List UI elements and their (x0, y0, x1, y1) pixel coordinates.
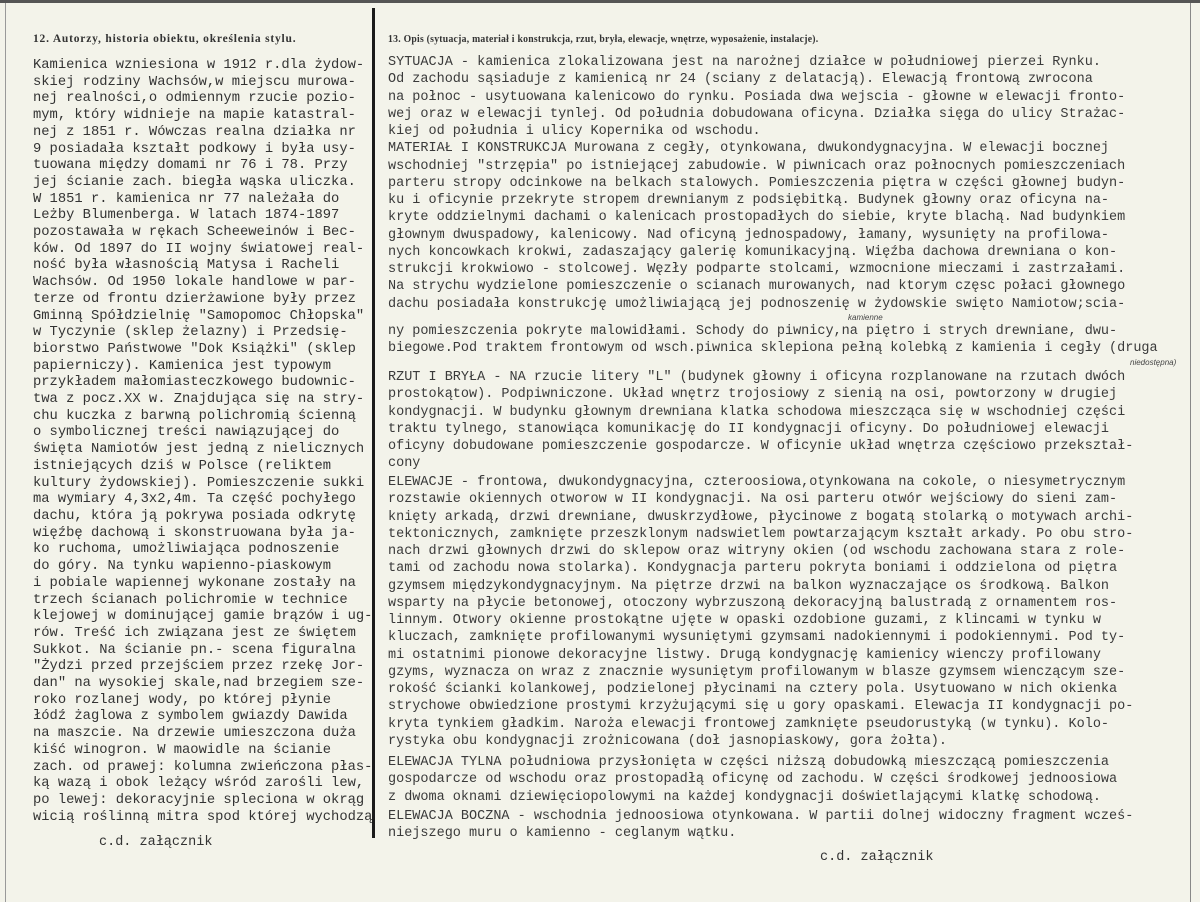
text-line: głownym dwuspadowy, kalenicowy. Nad oficyną jednospadowy, łamany, wysunięty na profilowa- (388, 227, 1110, 243)
text-line: więźbę dachową i skonstruowana była ja- (33, 525, 356, 541)
text-line: zach. od prawej: kolumna zwieńczona płas- (33, 759, 373, 775)
text-line: gzymsem międzykondygnacyjnym. Na piętrze drzwi na balkon wyznaczające os środkową. Balkon (388, 578, 1110, 594)
text-line: łódź żaglowa z symbolem gwiazdy Dawida (33, 709, 348, 725)
text-line: dachu posiadała konstrukcję umożliwiającą jej podnoszenię w żydowskie swięto Namiotow;scia- (388, 296, 1126, 312)
text-line: 9 posiadała kształt podkowy i była usy- (33, 141, 356, 157)
text-line: kiść winogron. W maowidle na ścianie (33, 742, 332, 758)
text-line: twa z pocz.XX w. Znajdująca się na stry- (33, 392, 365, 408)
text-line: cony (388, 456, 421, 472)
text-line: knięty arkadą, drzwi drewniane, dwuskrzydłowe, płycinowe z bogatą stolarką o motywach archi- (388, 509, 1134, 525)
text-line: chu kuczka z barwną polichromią ścienną (33, 408, 356, 424)
continued-note-right: c.d. załącznik (820, 850, 934, 865)
text-line: nach drzwi głownych drzwi do sklepow oraz witryny okien (od wschodu zachowana stara z role- (388, 544, 1126, 559)
text-line: Gminną Spółdzielnię "Samopomoc Chłopska" (33, 308, 365, 324)
text-line: o symbolicznej treści nawiązującej do (33, 425, 340, 441)
text-line: ką wazą i obok leżący wśród zarośli lew, (33, 776, 365, 792)
text-line: tami od zachodu nowa stolarka). Kondygnacja parteru pokryta boniami i oddzielona od piętra (388, 561, 1118, 577)
text-line: rów. Treść ich związana jest ze świętem (33, 625, 356, 641)
text-line: tuowana między domami nr 76 i 78. Przy (33, 158, 348, 174)
text-line: klejowej w dominującej gamie brązów i ug- (33, 609, 373, 625)
text-line: ny pomieszczenia pokryte malowidłami. Schody do piwnicy,na piętro i strych drewniane, dwu- (388, 323, 1118, 339)
text-line: nej z 1851 r. Wówczas realna działka nr (33, 124, 356, 140)
text-line: kryta tynkiem gładkim. Naroża elewacji frontowej zamknięte pseudorustyką (w tynku). Kolo- (388, 716, 1110, 732)
text-line: jej ścianie zach. biegła wąska uliczka. (33, 174, 356, 190)
text-line: przykładem małomiasteczkowego budownic- (33, 375, 356, 391)
text-line: na połnoc - usytuowana kalenicowo do rynku. Posiada dwa wejscia - głowne w elewacji fronto- (388, 89, 1126, 105)
text-line: strychowe obwiedzione prostymi krzyżującymi się u gory opaskami. Elewacja II kondygnacji po- (388, 699, 1134, 715)
text-line: biegowe.Pod traktem frontowym od wsch.piwnica sklepiona pełną kolebką z kamienia i cegły (druga (388, 341, 1158, 356)
text-line: kondygnacji. W budynku głownym drewniana klatka schodowa mieszcząca się w wschodniej części (388, 404, 1126, 420)
text-line: terze od frontu dzierżawione były przez (33, 291, 356, 307)
text-line: mym, który widnieje na mapie katastral- (33, 108, 356, 124)
text-line: papierniczy). Kamienica jest typowym (33, 358, 332, 374)
text-line: trzech ścianach polichromie w technice (33, 592, 348, 608)
text-line: ELEWACJE - frontowa, dwukondygnacyjna, czteroosiowa,otynkowana na cokole, o niesymetrycznym (388, 475, 1126, 490)
text-line: wicią roślinną mitra spod której wychodzą (33, 809, 373, 825)
text-line: W 1851 r. kamienica nr 77 należała do (33, 191, 340, 207)
page-left-border (5, 3, 6, 902)
text-line: traktu tylnego, stanowiąca komunikację do II kondygnacji oficyny. Do południowej elewacji (388, 421, 1110, 437)
continued-note-left: c.d. załącznik (99, 835, 213, 850)
handwritten-annotation-niedostepna: niedostępna) (1130, 358, 1177, 367)
text-line: święta Namiotów jest jedną z nielicznych (33, 442, 365, 458)
text-line: wej oraz w elewacji tynlej. Od południa dobudowana oficyna. Działka sięga do ulicy Strażac- (388, 106, 1126, 122)
text-line: ELEWACJA TYLNA południowa przysłonięta w części niższą dobudowką mieszczącą pomieszczenia (388, 755, 1110, 770)
section-12-heading: 12. Autorzy, historia obiektu, określenia stylu. (33, 33, 297, 45)
text-line: na maszcie. Na drzewie umieszczona duża (33, 726, 356, 742)
text-line: rystyka obu kondygnacji zrożnicowana (doł jasnopiaskowy, gora żołta). (388, 733, 947, 749)
page-right-border (1190, 3, 1191, 902)
text-line: nej realności,o odmiennym rzucie pozio- (33, 91, 356, 107)
text-line: do góry. Na tynku wapienno-piaskowym (33, 559, 332, 575)
text-line: w Tyczynie (sklep żelazny) i Przedsię- (33, 325, 348, 341)
text-line: roko rozlanej wody, po której płynie (33, 692, 332, 708)
text-line: dan" na wysokiej skale,nad brzegiem sze- (33, 676, 365, 692)
text-line: gospodarcze od wschodu oraz prostopadłą oficynę od zachodu. W części środkowej jednoosiowa (388, 772, 1118, 788)
text-line: wschodniej "strzępia" po istniejącej zabudowie. W piwnicach oraz połnocnych pomieszczeniach (388, 158, 1126, 174)
text-line: skiej rodziny Wachsów,w miejscu murowa- (33, 74, 356, 90)
text-line: kiej od południa i ulicy Kopernika od wschodu. (388, 124, 761, 139)
text-line: "Żydzi przed przejściem przez rzekę Jor- (33, 659, 365, 675)
section-elewacja-boczna (388, 808, 1133, 843)
text-line: ma wymiary 4,3x2,4m. Ta część pochyłego (33, 492, 356, 508)
text-line: i pobiale wapiennej wykonane zostały na (33, 575, 356, 591)
text-line: ko ruchoma, umożliwiająca podnoszenie (33, 542, 340, 558)
text-line: rokość ścianki kolankowej, podzielonej płycinami na cztery pola. Usytuowano w nich okienka (388, 682, 1118, 697)
text-line: tektonicznych, zamknięte przeszklonym nadswietlem powtarzającym kształt arkady. Po obu stro- (388, 526, 1134, 542)
text-line: ków. Od 1897 do II wojny światowej real- (33, 241, 365, 257)
text-line: prostokątow). Podpiwniczone. Układ wnętrz trojosiowy z sienią na osi, powtorzony w drugiej (388, 387, 1118, 403)
scan-top-edge (0, 0, 1200, 3)
text-line: Sukkot. Na ścianie pn.- scena figuralna (33, 642, 356, 658)
section-13-heading: 13. Opis (sytuacja, materiał i konstrukcja, rzut, bryła, elewacje, wnętrze, wyposażenie, instalacje). (388, 33, 819, 45)
text-line: po lewej: dekoracyjnie spleciona w okrąg (33, 792, 365, 808)
text-line: dachu, która ją pokrywa posiada odkrytę (33, 508, 356, 524)
text-line: kryte oddzielnymi dachami o kalenicach prostopadłych do siebie, kryte blachą. Nad budynkiem (388, 210, 1126, 226)
text-line: ku i oficynie przekryte stropem drewnianym z podsiębitką. Budynek głowny oraz oficyna na- (388, 193, 1110, 208)
text-line: Leżby Blumenberga. W latach 1874-1897 (33, 208, 340, 224)
text-line: biorstwo Państwowe "Dok Książki" (sklep (33, 341, 356, 357)
text-line: MATERIAŁ I KONSTRUKCJA Murowana z cegły, otynkowana, dwukondygnacyjna. W elewacji bocznej (388, 141, 1110, 157)
text-line: RZUT I BRYŁA - NA rzucie litery "L" (budynek głowny i oficyna rozplanowane na rzutach dwóch (388, 370, 1126, 385)
text-line: parteru stropy odcinkowe na belkach stalowych. Pomieszczenia piętra w części głownej budyn- (388, 175, 1126, 191)
text-line: rozstawie okiennych otworow w II kondygnacji. Na osi parteru otwór wejściowy do sieni zam- (388, 492, 1118, 508)
text-line: ELEWACJA BOCZNA - wschodnia jednoosiowa otynkowana. W partii dolnej widoczny fragment wcześ- (388, 809, 1134, 824)
text-line: pozostawała w rękach Scheeweinów i Bec- (33, 225, 356, 241)
text-line: mi ostatnimi pionowe dekoracyjne listwy. Drugą kondygnację kamienicy wienczy profilowany (388, 647, 1101, 663)
text-line: Od zachodu sąsiaduje z kamienicą nr 24 (sciany z delatacją). Elewacją frontową zwrocona (388, 72, 1093, 88)
text-line: Na strychu wydzielone pomieszczenie o scianach murowanych, nad ktorym częsc połaci głownego (388, 279, 1126, 295)
text-line: nych koncowkach krokwi, zadaszający galerię komunikacyjną. Więźba dachowa drewniana o kon- (388, 244, 1118, 260)
text-line: istniejących dziś w Polsce (reliktem (33, 458, 332, 474)
handwritten-annotation-kamienne: kamienne (848, 313, 883, 322)
text-line: ność była własnością Matysa i Racheli (33, 258, 340, 274)
text-line: SYTUACJA - kamienica zlokalizowana jest na narożnej działce w południowej pierzei Rynku. (388, 55, 1101, 70)
section-elewacje (388, 474, 1133, 750)
text-line: gzyms, wyznacza on wraz z znacznie wysuniętym profilowanym w blasze gzymsem wienczącym sze- (388, 664, 1126, 680)
text-line: Wachsów. Od 1950 lokale handlowe w par- (33, 275, 356, 291)
text-line: linnym. Otwory okienne prostokątne ujęte w opaski ozdobione guzami, z klincami w tynku w (388, 613, 1101, 628)
section-rzut-bryla (388, 369, 1133, 473)
history-text (33, 58, 372, 826)
section-sytuacja-material (388, 54, 1158, 357)
text-line: niejszego muru o kamienno - ceglanym wątku. (388, 826, 737, 842)
text-line: oficyny dobudowane pomieszczenie gospodarcze. W oficynie układ wnętrza częściowo przekształ- (388, 439, 1134, 454)
text-line: kultury żydowskiej). Pomieszczenie sukki (33, 475, 365, 491)
text-line: Kamienica wzniesiona w 1912 r.dla żydow- (33, 58, 365, 73)
section-elewacja-tylna (388, 754, 1117, 806)
text-line: strukcji krokwiowo - stolcowej. Węzły podparte stolcami, wzmocnione mieczami i zastrzałami. (388, 262, 1126, 277)
text-line: z dwoma oknami dziewięciopolowymi na każdej kondygnacji doświetlającymi klatkę schodową. (388, 789, 1101, 805)
text-line: wsparty na płycie betonowej, otoczony wybrzuszoną dekoracyjną balustradą z ornamentem ros- (388, 595, 1118, 611)
text-line: kluczach, zamknięte profilowanymi wysuniętymi gzymsami nadokiennymi i podokiennymi. Pod ty- (388, 630, 1126, 646)
